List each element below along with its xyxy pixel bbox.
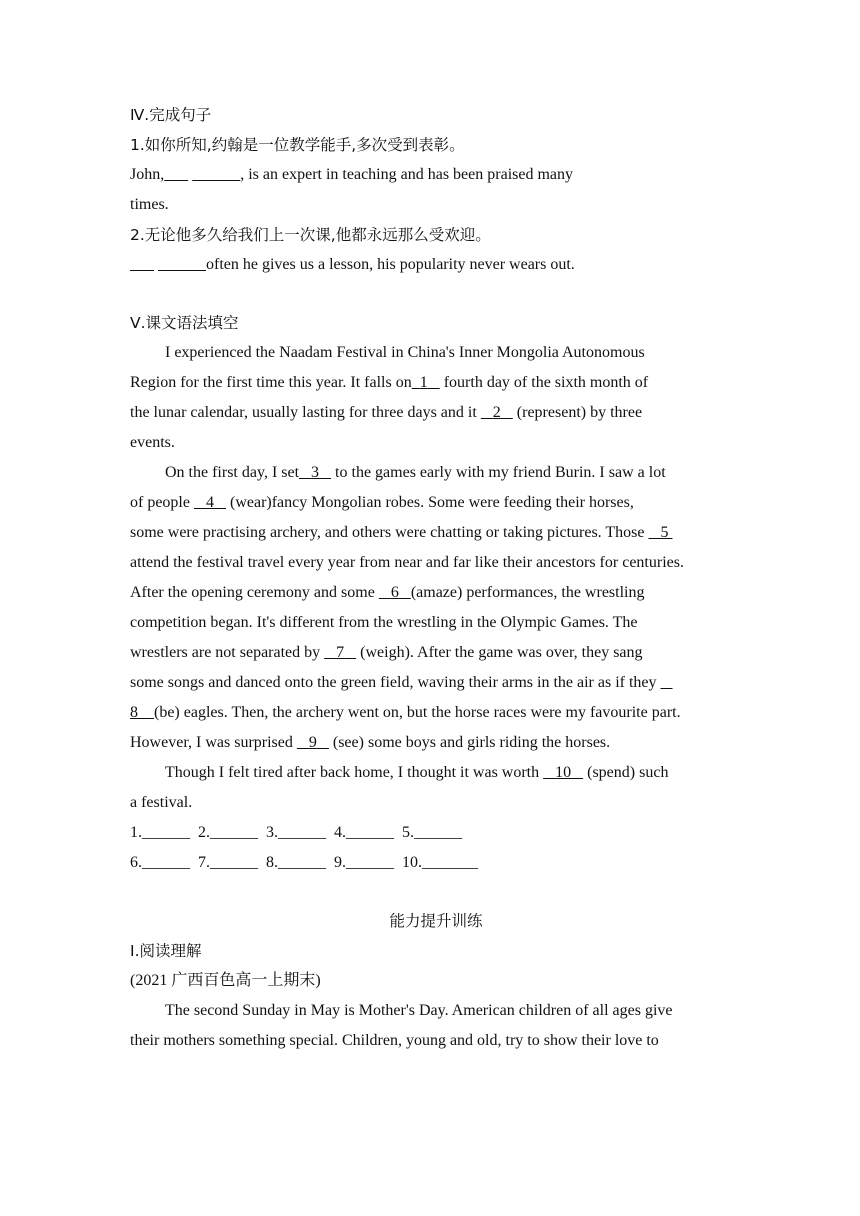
source-note: (2021 广西百色高一上期末)	[130, 972, 321, 989]
passage-line: Region for the first time this year. It falls on 1 fourth day of the sixth month of	[130, 374, 649, 391]
blank-1[interactable]: 1	[419, 374, 428, 391]
passage-line: 8 (be) eagles. Then, the archery went on, but the horse races were my favourite part.	[130, 704, 681, 721]
question-text: often he gives us a lesson, his popularity never wears out.	[206, 256, 575, 273]
question-chinese: 1.如你所知,约翰是一位教学能手,多次受到表彰。	[130, 136, 465, 154]
question-text: John,	[130, 166, 165, 183]
blank-8[interactable]: 8	[130, 704, 138, 721]
passage-line: a festival.	[130, 794, 193, 811]
blank-8-start[interactable]	[661, 674, 673, 691]
passage-line: some were practising archery, and others were chatting or taking pictures. Those 5	[130, 518, 742, 548]
answer-row[interactable]: 6.______ 7.______ 8.______ 9.______ 10._______	[130, 854, 478, 871]
question-chinese: 2.无论他多久给我们上一次课,他都永远那么受欢迎。	[130, 226, 491, 244]
question-english	[130, 160, 742, 190]
passage-line: The second Sunday in May is Mother's Day. American children of all ages give	[165, 1002, 673, 1019]
answer-blank[interactable]	[164, 166, 188, 183]
answer-row[interactable]: 1.______ 2.______ 3.______ 4.______ 5.______	[130, 824, 462, 841]
passage-line: their mothers something special. Children, young and old, try to show their love to	[130, 1032, 659, 1049]
question-text: , is an expert in teaching and has been praised many	[240, 166, 574, 183]
section-heading: Ⅴ.课文语法填空	[130, 314, 239, 332]
blank-10[interactable]: 10	[555, 764, 572, 781]
passage-line: events.	[130, 434, 175, 451]
passage-line: I experienced the Naadam Festival in China's Inner Mongolia Autonomous	[165, 344, 645, 361]
passage-line: After the opening ceremony and some 6 (amaze) performances, the wrestling	[130, 584, 645, 601]
section-heading: Ⅰ.阅读理解	[130, 942, 202, 960]
passage-line: On the first day, I set 3 to the games early with my friend Burin. I saw a lot	[165, 464, 666, 481]
section-heading: Ⅳ.完成句子	[130, 106, 212, 124]
passage-line: Though I felt tired after back home, I thought it was worth 10 (spend) such	[165, 764, 669, 781]
blank-3[interactable]: 3	[311, 464, 320, 481]
passage-line: attend the festival travel every year from near and far like their ancestors for centuries.	[130, 554, 684, 571]
passage-line: of people 4 (wear)fancy Mongolian robes. Some were feeding their horses,	[130, 494, 634, 511]
passage-line: wrestlers are not separated by 7 (weigh). After the game was over, they sang	[130, 644, 643, 661]
passage-line: competition began. It's different from the wrestling in the Olympic Games. The	[130, 614, 638, 631]
answer-blank[interactable]	[158, 256, 206, 273]
passage-line: the lunar calendar, usually lasting for three days and it 2 (represent) by three	[130, 404, 643, 421]
blank-6[interactable]: 6	[390, 584, 399, 601]
answer-blank[interactable]	[192, 166, 240, 183]
worksheet-page	[130, 100, 742, 1056]
blank-4[interactable]: 4	[205, 494, 214, 511]
passage-line: some songs and danced onto the green field, waving their arms in the air as if they	[130, 668, 742, 698]
part-title: 能力提升训练	[389, 912, 483, 930]
blank-5[interactable]: 5	[660, 524, 669, 541]
answer-blank[interactable]	[130, 256, 154, 273]
blank-9[interactable]: 9	[308, 734, 317, 751]
question-english	[130, 250, 742, 280]
passage-line: However, I was surprised 9 (see) some boys and girls riding the horses.	[130, 734, 611, 751]
blank-7[interactable]: 7	[336, 644, 345, 661]
question-english-cont: times.	[130, 196, 169, 213]
blank-2[interactable]: 2	[492, 404, 501, 421]
